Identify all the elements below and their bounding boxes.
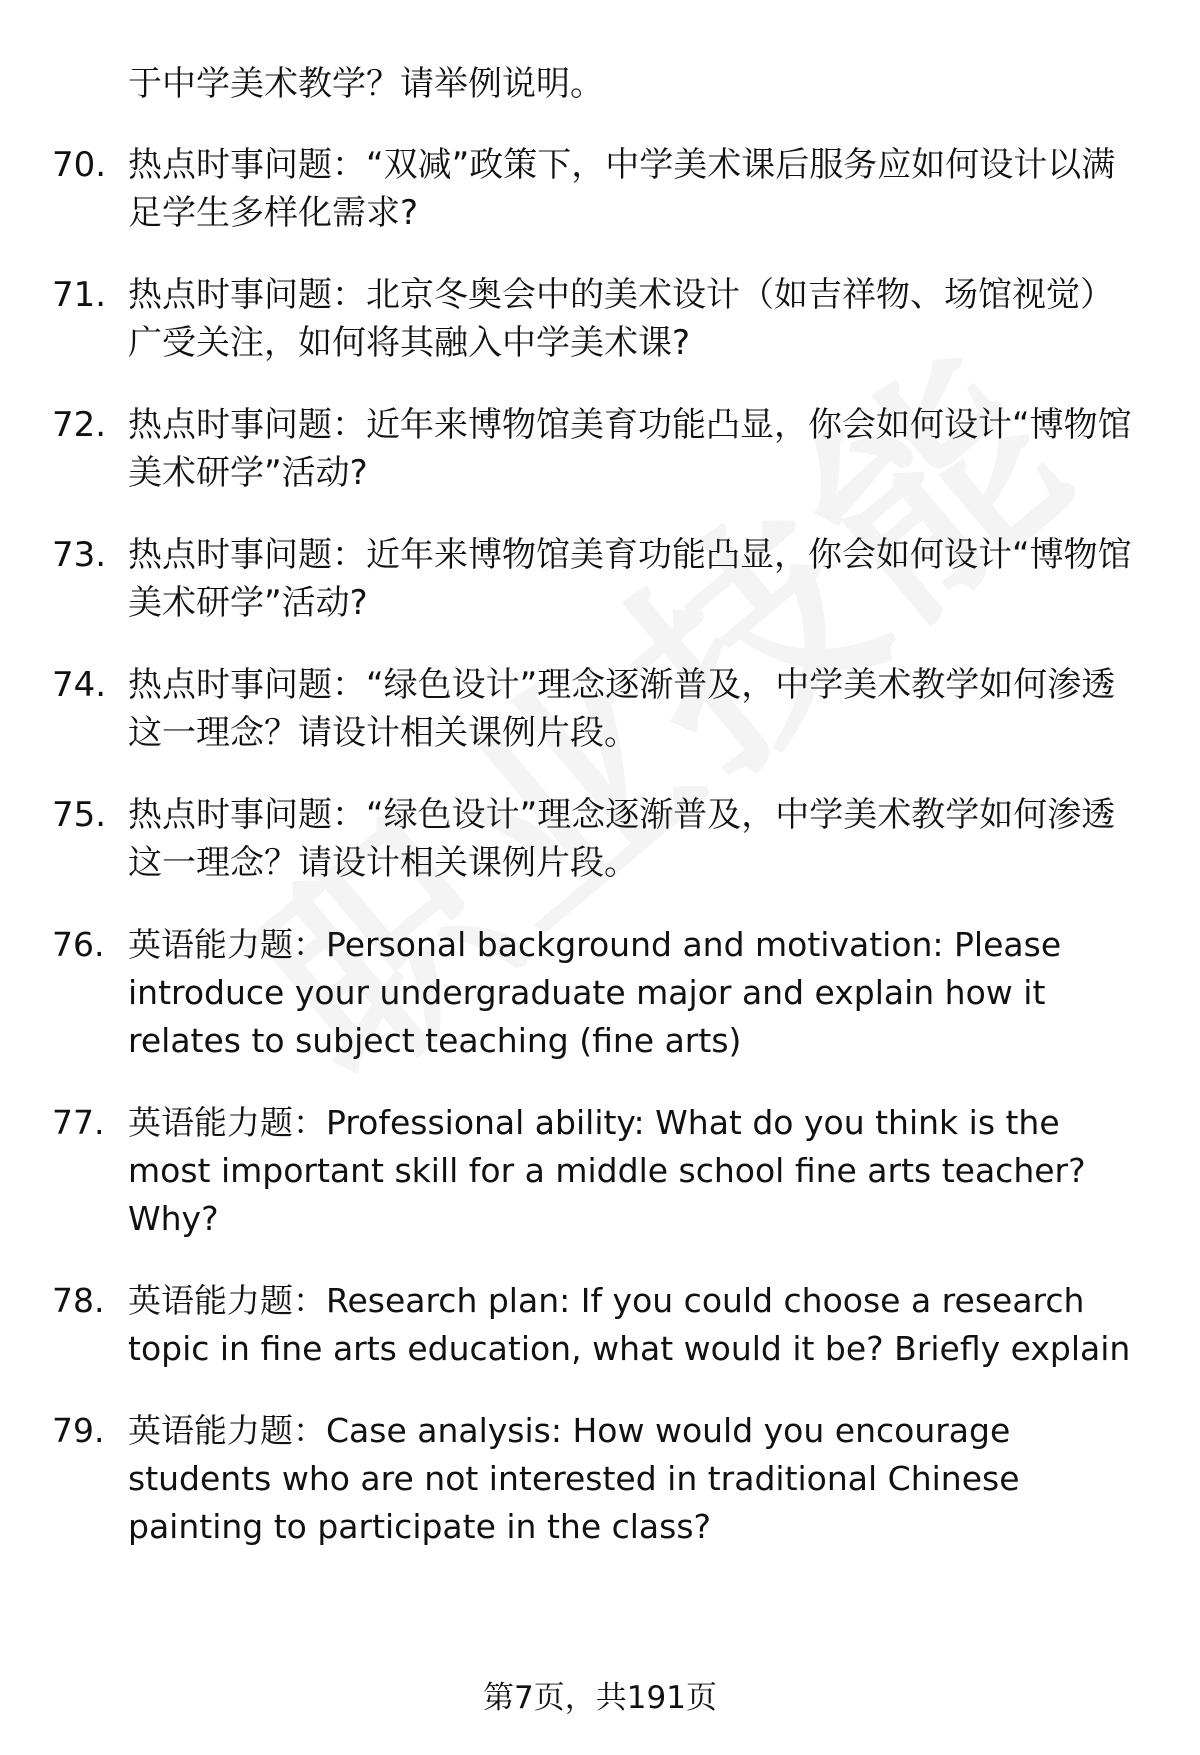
question-text: 热点时事问题：“绿色设计”理念逐渐普及，中学美术教学如何渗透这一理念？请设计相关课例片段。	[128, 795, 1116, 883]
question-text: 热点时事问题：“双减”政策下，中学美术课后服务应如何设计以满足学生多样化需求?	[128, 145, 1116, 233]
question-text: 英语能力题：Research plan: If you could choose a research topic in fine arts education, what would it be? Briefly explain	[128, 1281, 1131, 1368]
question-item	[52, 1407, 1142, 1551]
question-number: 77.	[52, 1103, 105, 1142]
question-item	[52, 921, 1142, 1065]
question-item	[52, 1099, 1142, 1243]
question-item	[52, 271, 1142, 367]
question-number: 79.	[52, 1411, 105, 1450]
question-text: 热点时事问题：近年来博物馆美育功能凸显，你会如何设计“博物馆美术研学”活动?	[128, 405, 1132, 493]
question-number: 78.	[52, 1281, 105, 1320]
question-number: 76.	[52, 925, 105, 964]
question-item	[52, 661, 1142, 757]
question-text: 英语能力题：Case analysis: How would you encourage students who are not interested in traditional Chinese painting to participate in the class?	[128, 1411, 1020, 1546]
question-item	[52, 401, 1142, 497]
continued-question-text: 于中学美术教学？请举例说明。	[128, 64, 604, 104]
question-text: 热点时事问题：“绿色设计”理念逐渐普及，中学美术教学如何渗透这一理念？请设计相关课例片段。	[128, 665, 1116, 753]
question-item	[52, 791, 1142, 887]
question-number: 70.	[52, 145, 107, 185]
question-number: 72.	[52, 405, 107, 445]
question-text: 英语能力题：Professional ability: What do you think is the most important skill for a middle school fine arts teacher? Why?	[128, 1103, 1086, 1238]
question-text: 热点时事问题：北京冬奥会中的美术设计（如吉祥物、场馆视觉）广受关注，如何将其融入中学美术课?	[128, 275, 1114, 363]
question-number: 71.	[52, 275, 107, 315]
question-item	[52, 531, 1142, 627]
question-list	[52, 141, 1142, 1585]
question-number: 74.	[52, 665, 107, 705]
question-item	[52, 1277, 1142, 1373]
question-number: 75.	[52, 795, 107, 835]
question-item	[52, 141, 1142, 237]
question-number: 73.	[52, 535, 107, 575]
question-text: 热点时事问题：近年来博物馆美育功能凸显，你会如何设计“博物馆美术研学”活动?	[128, 535, 1132, 623]
question-text: 英语能力题：Personal background and motivation: Please introduce your undergraduate major and explain how it relates to subject teaching (fine arts)	[128, 925, 1062, 1060]
page-number: 第7页，共191页	[483, 1680, 717, 1716]
